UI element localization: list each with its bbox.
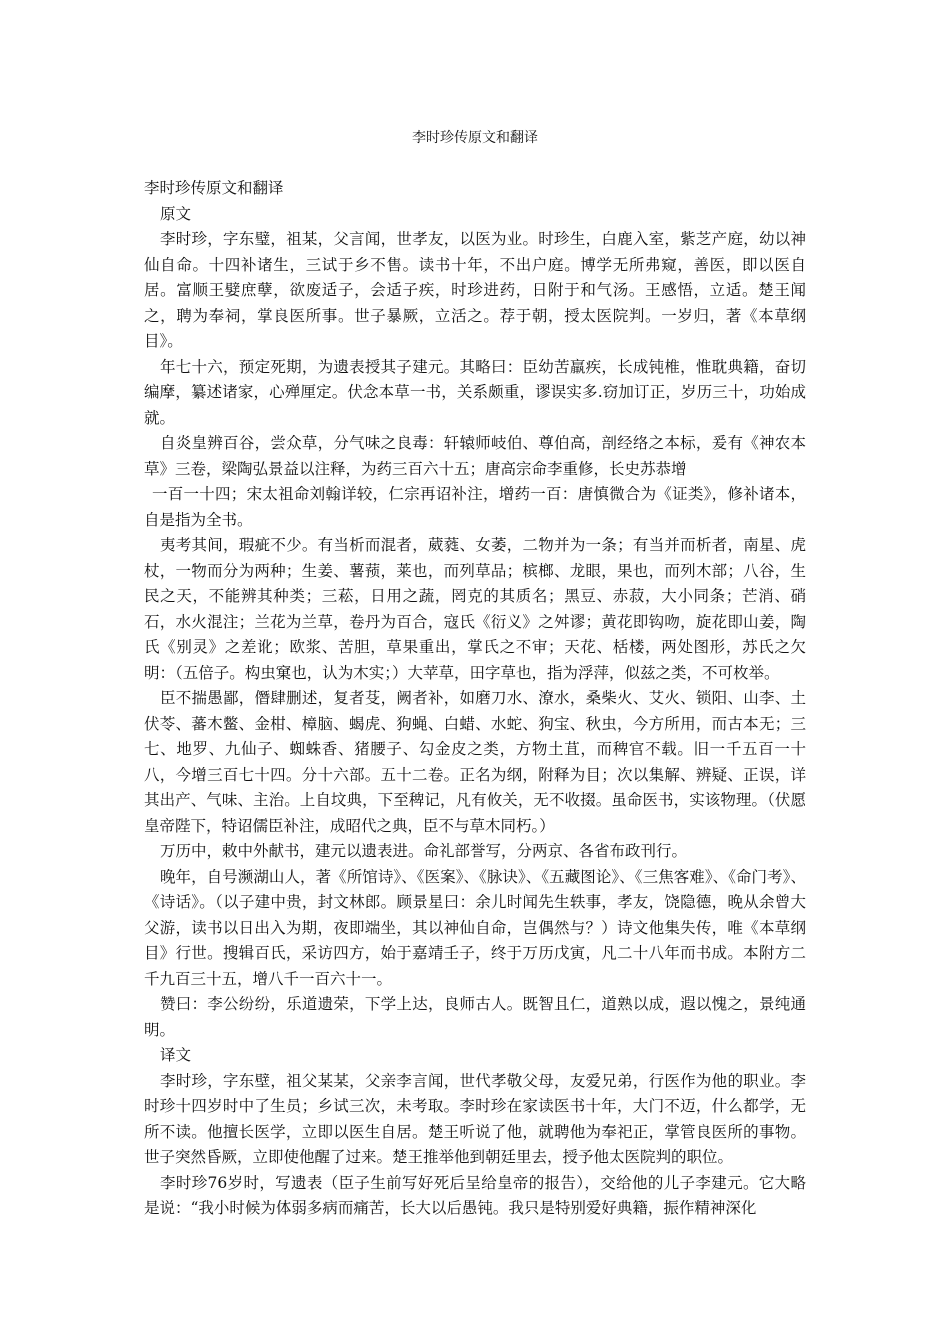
document-body [144,176,806,1222]
paragraph-translation: 李时珍，字东壁，祖父某某，父亲李言闻，世代孝敬父母，友爱兄弟，行医作为他的职业。李时珍十四岁时中了生员；乡试三次，未考取。李时珍在家读医书十年，大门不迈，什么都学，无所不读。他擅长医学，立即以医生自居。楚王听说了他，就聘他为奉祀正，掌管良医所的事物。世子突然昏厥，立即使他醒了过来。楚王推举他到朝廷里去，授予他太医院判的职位。 [144,1071,806,1166]
paragraph-original: 年七十六，预定死期，为遗表授其子建元。其略曰：臣幼苦羸疾，长成钝椎，惟耽典籍，奋切编摩，纂述诸家，心殚厘定。伏念本草一书，关系颇重，谬误实多.窃加订正，岁历三十，功始成就。 [144,357,806,427]
paragraph-original: 臣不揣愚鄙，僭肆删述，复者芟，阙者补，如磨刀水、潦水，桑柴火、艾火、锁阳、山李、土伏苓、蕃木鳖、金柑、樟脑、蝎虎、狗蝇、白蜡、水蛇、狗宝、秋虫，今方所用，而古本无；三七、地罗、九仙子、蜘蛛香、猪腰子、勾金皮之类，方物土苴，而稗官不载。旧一千五百一十八，今增三百七十四。分十六部。五十二卷。正名为纲，附释为目；次以集解、辨疑、正误，详其出产、气味、主治。上自坟典，下至稗记，凡有攸关，无不收掇。虽命医书，实该物理。（伏愿皇帝陛下，特诏儒臣补注，成昭代之典，臣不与草木同朽。） [144,689,806,835]
paragraph-original: 夷考其间，瑕疵不少。有当析而混者，葳蕤、女萎，二物并为一条；有当并而析者，南星、虎杖，一物而分为两种；生姜、薯蓣，莱也，而列草品；槟榔、龙眼，果也，而列木部；八谷，生民之天，不能辨其种类；三菘，日用之蔬，罔克的其质名；黑豆、赤菽，大小同条；芒消、硝石，水火混注；兰花为兰草，卷丹为百合，寇氏《衍义》之舛谬；黄花即钩吻，旋花即山姜，陶氏《别灵》之差讹；欧浆、苦胆，草果重出，掌氏之不审；天花、栝楼，两处图形，苏氏之欠明：（五倍子。构虫窠也，认为木实；）大苹草，田字草也，指为浮萍，似兹之类，不可枚举。 [144,536,806,682]
paragraph-original: 晚年，自号濒湖山人，著《所馆诗》、《医案》、《脉诀》、《五藏图论》、《三焦客难》、《命门考》、《诗话》。（以子建中贵，封文林郎。顾景星曰：余儿时闻先生轶事，孝友，饶隐德，晚从余曾大父游，读书以日出入为期，夜即端坐，其以神仙自命，岂偶然与？）诗文他集失传，唯《本草纲目》行世。搜辑百氏，采访四方，始于嘉靖壬子，终于万历戊寅，凡二十八年而书成。本附方二千九百三十五，增八千一百六十一。 [144,867,806,988]
paragraph-translation: 李时珍76岁时，写遗表（臣子生前写好死后呈给皇帝的报告），交给他的儿子李建元。它大略是说：“我小时候为体弱多病而痛苦，长大以后愚钝。我只是特别爱好典籍，振作精神深化 [144,1173,806,1217]
document-title: 李时珍传原文和翻译 [412,130,538,146]
section-heading-original: 原文 [160,204,192,223]
section-heading-translation: 译文 [160,1046,192,1064]
document-subtitle: 李时珍传原文和翻译 [144,179,284,197]
paragraph-original: 李时珍，字东璧，祖某，父言闻，世孝友，以医为业。时珍生，白鹿入室，紫芝产庭，幼以神仙自命。十四补诸生，三试于乡不售。读书十年，不出户庭。博学无所弗窥，善医，即以医自居。富顺王嬖庶孽，欲废适子，会适子疾，时珍进药，日附于和气汤。王感悟，立适。楚王闻之，聘为奉祠，掌良医所事。世子暴厥，立活之。荐于朝，授太医院判。一岁归，著《本草纲目》。 [144,230,806,350]
paragraph-original: 自炎皇辨百谷，尝众草，分气味之良毒：轩辕师岐伯、尊伯高，剖经络之本标，爰有《神农本草》三卷，梁陶弘景益以注释，为药三百六十五；唐高宗命李重修，长史苏恭增 [144,434,806,478]
paragraph-original: 赞曰：李公纷纷，乐道遗荣，下学上达，良师古人。既智且仁，道熟以成，遐以愧之，景纯通明。 [144,995,806,1039]
paragraph-original: 万历中，敕中外献书，建元以遗表进。命礼部誉写，分两京、各省布政刊行。 [160,842,688,860]
paragraph-original: 一百一十四；宋太祖命刘翰详较，仁宗再诏补注，增药一百：唐慎微合为《证类》，修补诸本，自是指为全书。 [144,485,806,529]
